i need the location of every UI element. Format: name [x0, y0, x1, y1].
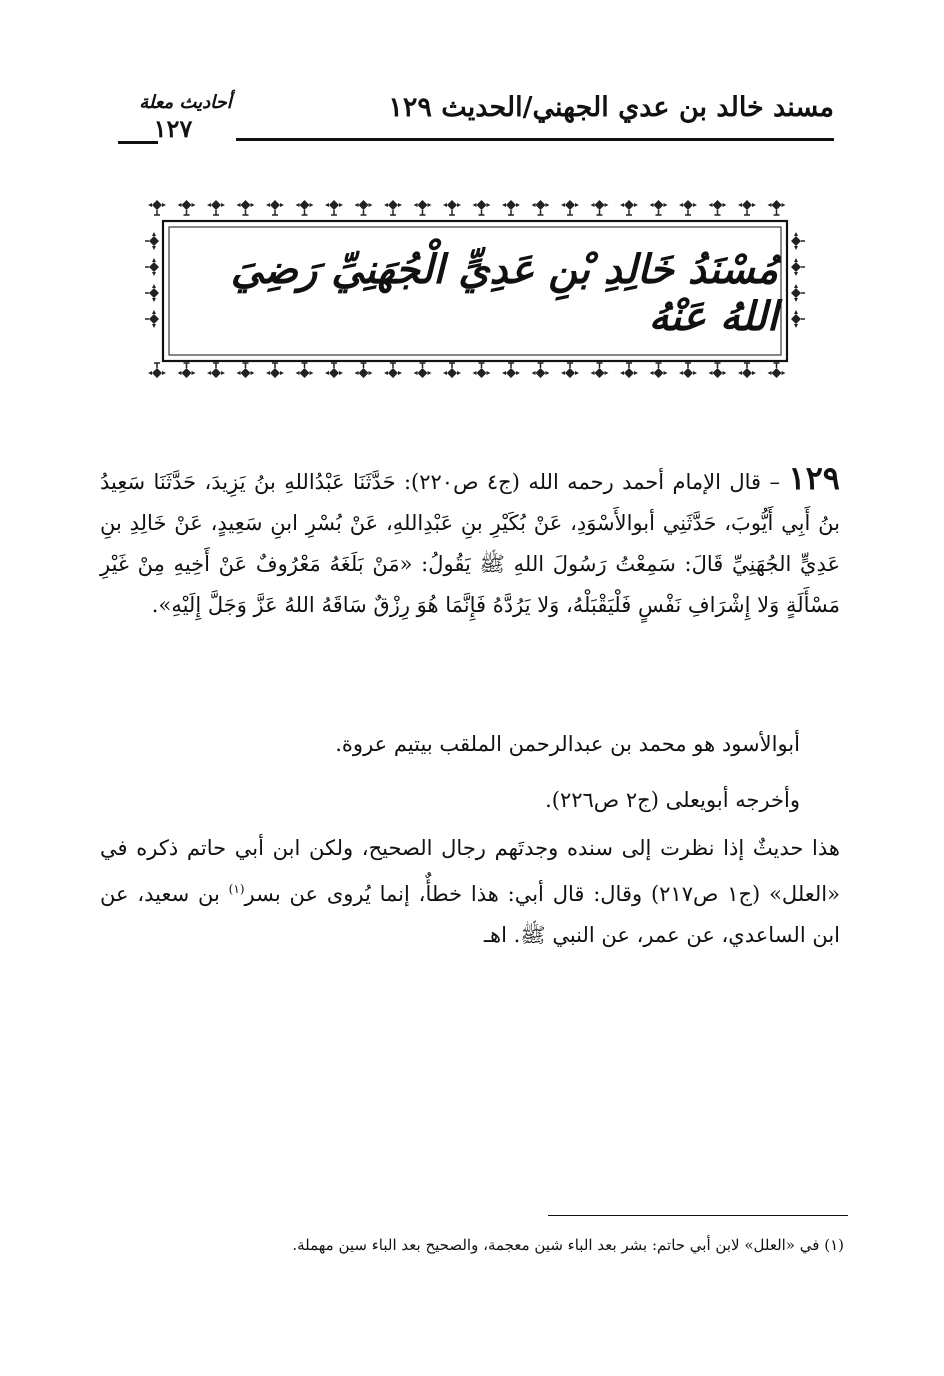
section-title: مُسْنَدُ خَالِدِ بْنِ عَدِيٍّ الْجُهَنِيِّ رَضِيَ اللهُ عَنْهُ: [230, 246, 778, 340]
commentary-paragraph: [100, 828, 840, 956]
footnote: [224, 1236, 844, 1254]
takhrij-note: وأخرجه أبويعلى (ج٢ ص٢٢٦).: [545, 788, 800, 812]
hadith-dash: –: [769, 470, 780, 494]
commentary-text-2: بن سعيد، عن ابن الساعدي، عن عمر، عن النبي ﷺ. اهـ: [100, 882, 840, 947]
narrator-note: أبوالأسود هو محمد بن عبدالرحمن الملقب بيتيم عروة.: [335, 732, 800, 756]
footnote-text: في «العلل» لابن أبي حاتم: بشر بعد الباء شين معجمة، والصحيح بعد الباء سين مهملة.: [292, 1236, 820, 1254]
header-rule: [236, 138, 834, 141]
footnote-reference[interactable]: (١): [228, 882, 245, 896]
hadith-paragraph: [100, 458, 840, 626]
running-title: مسند خالد بن عدي الجهني/الحديث ١٢٩: [388, 92, 834, 123]
commentary-text-1: هذا حديثٌ إذا نظرت إلى سنده وجدتَهم رجال الصحيح، ولكن ابن أبي حاتم ذكره في «العلل» (ج١ ص٢١٧) وقال: قال أبي: هذا خطأٌ، إنما يُروى عن بسر: [100, 836, 840, 906]
hadith-number: ١٢٩: [788, 459, 840, 497]
footnote-separator: [548, 1215, 848, 1216]
book-label: أحاديث معلة: [139, 92, 232, 113]
page-number: ١٢٧: [153, 114, 193, 143]
hadith-text: قال الإمام أحمد رحمه الله (ج٤ ص٢٢٠): حَدَّثَنَا عَبْدُاللهِ بنُ يَزِيدَ، حَدَّثَنَا سَعِيدُ بنُ أَبِي أَيُّوبَ، حَدَّثَنِي أبوالأَسْوَدِ، عَنْ بُكَيْرِ بنِ عَبْدِاللهِ، عَنْ بُسْرِ ابنِ سَعِيدٍ، عَنْ خَالِدِ بنِ عَدِيٍّ الجُهَنِيِّ قَالَ: سَمِعْتُ رَسُولَ اللهِ ﷺ يَقُولُ: «مَنْ بَلَغَهُ مَعْرُوفٌ عَنْ أَخِيهِ مِنْ غَيْرِ مَسْأَلَةٍ وَلا إِشْرَافِ نَفْسٍ فَلْيَقْبَلْهُ، وَلا يَرُدَّهُ فَإِنَّمَا هُوَ رِزْقٌ سَاقَهُ اللهُ عَزَّ وَجَلَّ إِلَيْهِ».: [100, 470, 840, 617]
page-number-rule: [118, 141, 158, 144]
footnote-marker: (١): [824, 1236, 844, 1254]
